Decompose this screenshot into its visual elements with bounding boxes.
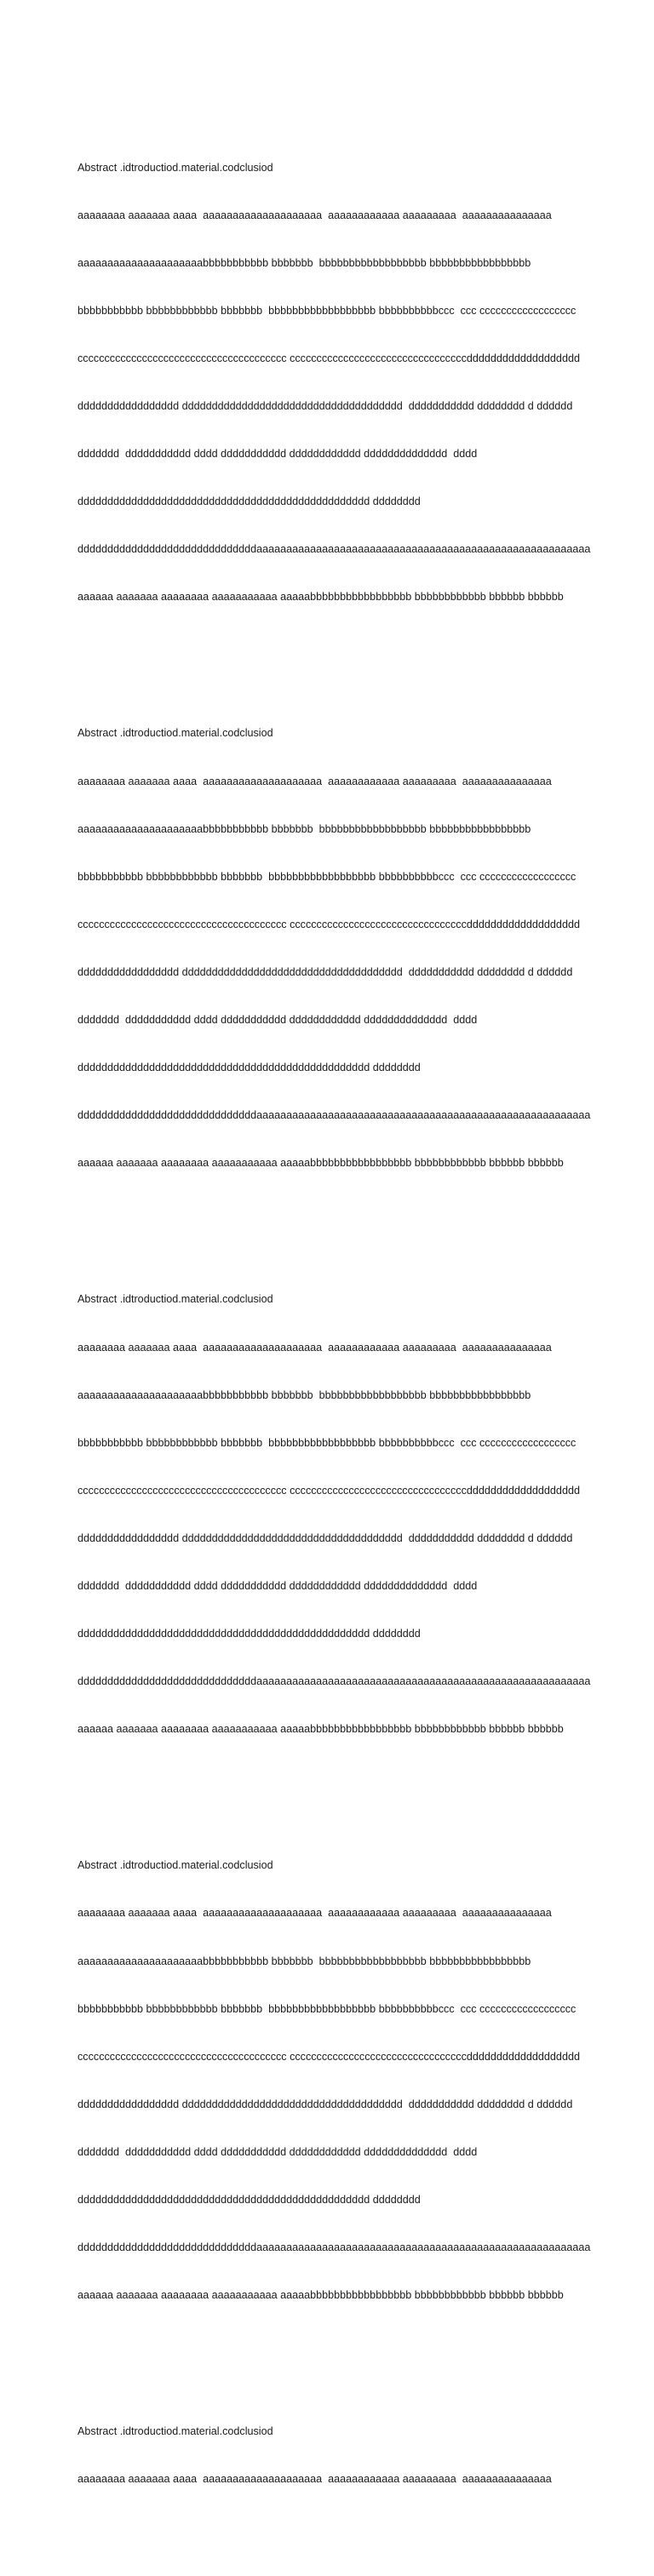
body-line: aaaaaaaa aaaaaaa aaaa aaaaaaaaaaaaaaaaaaaa aaaaaaaaaaaa aaaaaaaaa aaaaaaaaaaaaaaa — [77, 209, 552, 221]
body-line: ddddddddddddddddd ddddddddddddddddddddddddddddddddddddd ddddddddddd dddddddd d dddddd — [77, 1531, 573, 1544]
body-line: ddddddddddddddddd ddddddddddddddddddddddddddddddddddddd ddddddddddd dddddddd d dddddd — [77, 399, 573, 412]
section-heading: Abstract .idtroductiod.material.codclusiod — [77, 161, 273, 174]
body-line: aaaaaa aaaaaaa aaaaaaaa aaaaaaaaaaa aaaaabbbbbbbbbbbbbbbbb bbbbbbbbbbbb bbbbbb bbbbbb — [77, 1157, 564, 1170]
body-line: aaaaaaaa aaaaaaa aaaa aaaaaaaaaaaaaaaaaaaa aaaaaaaaaaaa aaaaaaaaa aaaaaaaaaaaaaaa — [77, 1907, 552, 1920]
section-heading: Abstract .idtroductiod.material.codclusiod — [77, 2425, 273, 2438]
section-heading: Abstract .idtroductiod.material.codclusiod — [77, 1859, 273, 1872]
document-section — [77, 1260, 597, 1769]
body-line: aaaaaa aaaaaaa aaaaaaaa aaaaaaaaaaa aaaaabbbbbbbbbbbbbbbbb bbbbbbbbbbbb bbbbbb bbbbbb — [77, 1723, 564, 1736]
body-line: ddddddddddddddddddddddddddddddddddddddddddddddddd dddddddd — [77, 1628, 421, 1640]
body-line: ddddddd ddddddddddd dddd ddddddddddd dddddddddddd dddddddddddddd dddd — [77, 448, 478, 461]
body-line: bbbbbbbbbbb bbbbbbbbbbbb bbbbbbb bbbbbbbbbbbbbbbbbb bbbbbbbbbbccc ccc cccccccccccccccccc — [77, 870, 577, 883]
body-line: aaaaaa aaaaaaa aaaaaaaa aaaaaaaaaaa aaaaabbbbbbbbbbbbbbbbb bbbbbbbbbbbb bbbbbb bbbbbb — [77, 591, 564, 604]
body-line: ddddddddddddddddddddddddddddddaaaaaaaaaaaaaaaaaaaaaaaaaaaaaaaaaaaaaaaaaaaaaaaaaaaaaaaa — [77, 1109, 591, 1122]
body-line: ddddddddddddddddd ddddddddddddddddddddddddddddddddddddd ddddddddddd dddddddd d dddddd — [77, 965, 573, 978]
body-line: aaaaaaaa aaaaaaa aaaa aaaaaaaaaaaaaaaaaaaa aaaaaaaaaaaa aaaaaaaaa aaaaaaaaaaaaaaa — [77, 775, 552, 787]
body-line: ddddddd ddddddddddd dddd ddddddddddd dddddddddddd dddddddddddddd dddd — [77, 2145, 478, 2158]
body-line: ccccccccccccccccccccccccccccccccccccccc cccccccccccccccccccccccccccccccccddddddddddddddddddd — [77, 352, 580, 364]
body-line: aaaaaaaaaaaaaaaaaaaaabbbbbbbbbbb bbbbbbb bbbbbbbbbbbbbbbbbb bbbbbbbbbbbbbbbbb — [77, 1955, 531, 1967]
body-line: ccccccccccccccccccccccccccccccccccccccc cccccccccccccccccccccccccccccccccddddddddddddddddddd — [77, 2050, 580, 2063]
body-line: aaaaaaaaaaaaaaaaaaaaabbbbbbbbbbb bbbbbbb bbbbbbbbbbbbbbbbbb bbbbbbbbbbbbbbbbb — [77, 822, 531, 835]
body-line: aaaaaaaaaaaaaaaaaaaaabbbbbbbbbbb bbbbbbb bbbbbbbbbbbbbbbbbb bbbbbbbbbbbbbbbbb — [77, 256, 531, 269]
body-line: ddddddddddddddddddddddddddddddaaaaaaaaaaaaaaaaaaaaaaaaaaaaaaaaaaaaaaaaaaaaaaaaaaaaaaaa — [77, 543, 591, 556]
body-line: aaaaaaaa aaaaaaa aaaa aaaaaaaaaaaaaaaaaaaa aaaaaaaaaaaa aaaaaaaaa aaaaaaaaaaaaaaa — [77, 1341, 552, 1354]
body-line: ddddddddddddddddddddddddddddddddddddddddddddddddd dddddddd — [77, 495, 421, 508]
document-body — [77, 80, 597, 2576]
section-heading: Abstract .idtroductiod.material.codclusiod — [77, 1293, 273, 1306]
body-line: ddddddddddddddddd ddddddddddddddddddddddddddddddddddddd ddddddddddd dddddddd d dddddd — [77, 2098, 573, 2110]
body-line: ddddddddddddddddddddddddddddddaaaaaaaaaaaaaaaaaaaaaaaaaaaaaaaaaaaaaaaaaaaaaaaaaaaaaaaa — [77, 2241, 591, 2254]
body-line: bbbbbbbbbbb bbbbbbbbbbbb bbbbbbb bbbbbbbbbbbbbbbbbb bbbbbbbbbbccc ccc cccccccccccccccccc — [77, 2002, 577, 2015]
document-section — [77, 128, 597, 637]
body-line: ddddddddddddddddddddddddddddddddddddddddddddddddd dddddddd — [77, 1062, 421, 1074]
body-line: ddddddddddddddddddddddddddddddddddddddddddddddddd dddddddd — [77, 2194, 421, 2207]
body-line: aaaaaaaaaaaaaaaaaaaaabbbbbbbbbbb bbbbbbb bbbbbbbbbbbbbbbbbb bbbbbbbbbbbbbbbbb — [77, 1388, 531, 1401]
body-line: ccccccccccccccccccccccccccccccccccccccc cccccccccccccccccccccccccccccccccddddddddddddddddddd — [77, 918, 580, 930]
document-section — [77, 694, 597, 1203]
section-heading: Abstract .idtroductiod.material.codclusiod — [77, 727, 273, 740]
document-section — [77, 2392, 597, 2520]
body-line: ddddddd ddddddddddd dddd ddddddddddd dddddddddddd dddddddddddddd dddd — [77, 1579, 478, 1592]
body-line: ccccccccccccccccccccccccccccccccccccccc cccccccccccccccccccccccccccccccccddddddddddddddddddd — [77, 1484, 580, 1497]
body-line: bbbbbbbbbbb bbbbbbbbbbbb bbbbbbb bbbbbbbbbbbbbbbbbb bbbbbbbbbbccc ccc cccccccccccccccccc — [77, 304, 577, 317]
body-line: bbbbbbbbbbb bbbbbbbbbbbb bbbbbbb bbbbbbbbbbbbbbbbbb bbbbbbbbbbccc ccc cccccccccccccccccc — [77, 1436, 577, 1449]
body-line: aaaaaaaa aaaaaaa aaaa aaaaaaaaaaaaaaaaaaaa aaaaaaaaaaaa aaaaaaaaa aaaaaaaaaaaaaaa — [77, 2473, 552, 2486]
body-line: ddddddddddddddddddddddddddddddaaaaaaaaaaaaaaaaaaaaaaaaaaaaaaaaaaaaaaaaaaaaaaaaaaaaaaaa — [77, 1675, 591, 1688]
body-line: aaaaaa aaaaaaa aaaaaaaa aaaaaaaaaaa aaaaabbbbbbbbbbbbbbbbb bbbbbbbbbbbb bbbbbb bbbbbb — [77, 2289, 564, 2302]
body-line: ddddddd ddddddddddd dddd ddddddddddd dddddddddddd dddddddddddddd dddd — [77, 1014, 478, 1027]
document-section — [77, 1826, 597, 2335]
